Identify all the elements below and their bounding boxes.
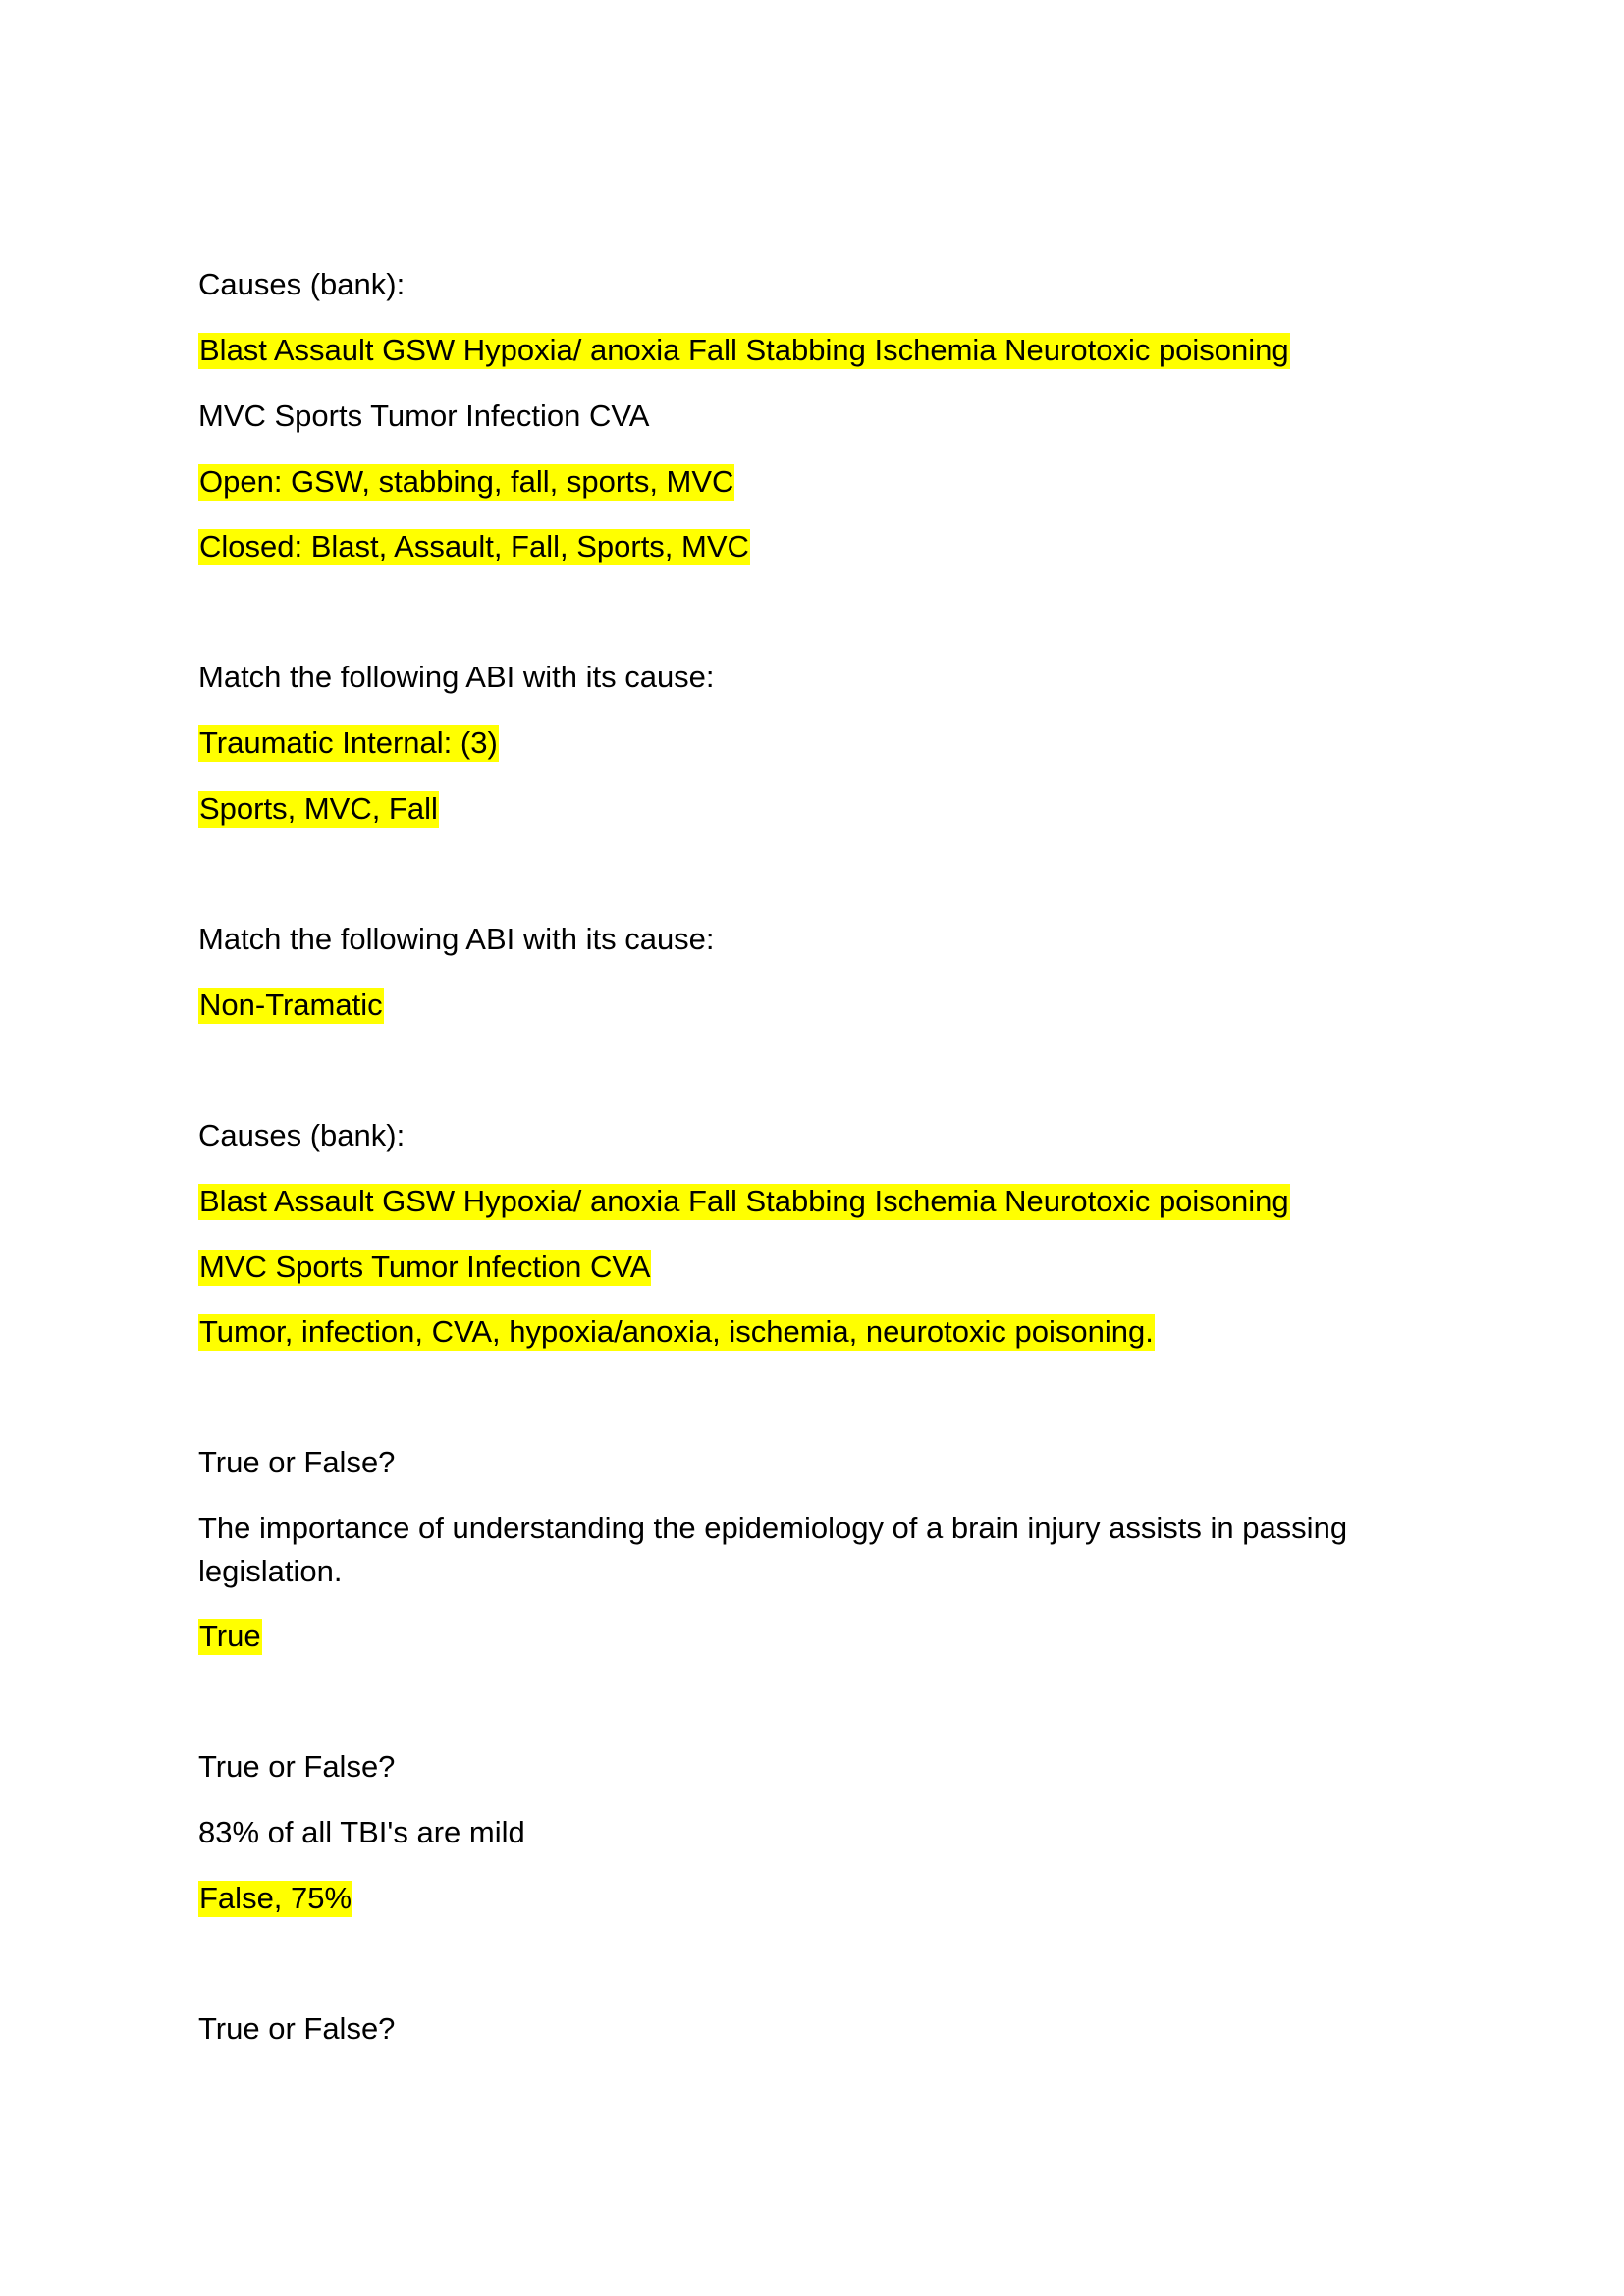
causes-bank-list: [198, 331, 1290, 370]
block-text: Match the following ABI with its cause:: [198, 660, 715, 694]
question-epidemiology-statement: [198, 1507, 1357, 1593]
highlighted-text: MVC Sports Tumor Infection CVA: [199, 1250, 651, 1284]
block-text: MVC Sports Tumor Infection CVA: [198, 399, 650, 433]
highlighted-text: Non-Tramatic: [199, 988, 383, 1022]
block-text: Causes (bank):: [198, 1118, 406, 1152]
block-text: True or False?: [198, 2011, 396, 2046]
highlighted-text: Open: GSW, stabbing, fall, sports, MVC: [199, 464, 734, 499]
highlighted-text: Tumor, infection, CVA, hypoxia/anoxia, ischemia, neurotoxic poisoning.: [199, 1314, 1154, 1349]
highlighted-text: Sports, MVC, Fall: [199, 791, 438, 826]
highlighted-text: Closed: Blast, Assault, Fall, Sports, MVC: [199, 529, 749, 563]
question-tbi-mild-statement: [198, 1813, 525, 1852]
causes-bank-heading: [198, 265, 405, 304]
causes-bank-list-continued: [198, 1248, 651, 1287]
highlighted-text: Blast Assault GSW Hypoxia/ anoxia Fall Stabbing Ischemia Neurotoxic poisoning: [199, 1184, 1289, 1218]
block-text: True or False?: [198, 1749, 396, 1784]
causes-bank-list: [198, 1182, 1290, 1221]
question-match-abi: [198, 658, 715, 697]
highlighted-text: False, 75%: [199, 1881, 352, 1915]
question-true-false: [198, 1443, 395, 1482]
question-true-false: [198, 2009, 395, 2049]
block-text: 83% of all TBI's are mild: [198, 1815, 525, 1849]
answer-non-traumatic: [198, 986, 384, 1025]
block-text: True or False?: [198, 1445, 396, 1479]
causes-bank-heading: [198, 1116, 405, 1155]
block-text: Match the following ABI with its cause:: [198, 922, 715, 956]
block-text: Causes (bank):: [198, 267, 406, 301]
causes-bank-list-continued: [198, 397, 649, 436]
answer-closed: [198, 527, 750, 566]
highlighted-text: True: [199, 1619, 261, 1653]
block-text: The importance of understanding the epidemiology of a brain injury assists in passing legislation.: [198, 1511, 1348, 1588]
answer-false-75: [198, 1879, 352, 1918]
highlighted-text: Traumatic Internal: (3): [199, 725, 498, 760]
highlighted-text: Blast Assault GSW Hypoxia/ anoxia Fall Stabbing Ischemia Neurotoxic poisoning: [199, 333, 1289, 367]
answer-traumatic-internal-causes: [198, 789, 439, 828]
question-true-false: [198, 1747, 395, 1787]
answer-open: [198, 462, 734, 502]
answer-true: [198, 1617, 262, 1656]
answer-traumatic-internal: [198, 723, 499, 763]
answer-non-traumatic-causes: [198, 1312, 1155, 1352]
question-match-abi: [198, 920, 715, 959]
